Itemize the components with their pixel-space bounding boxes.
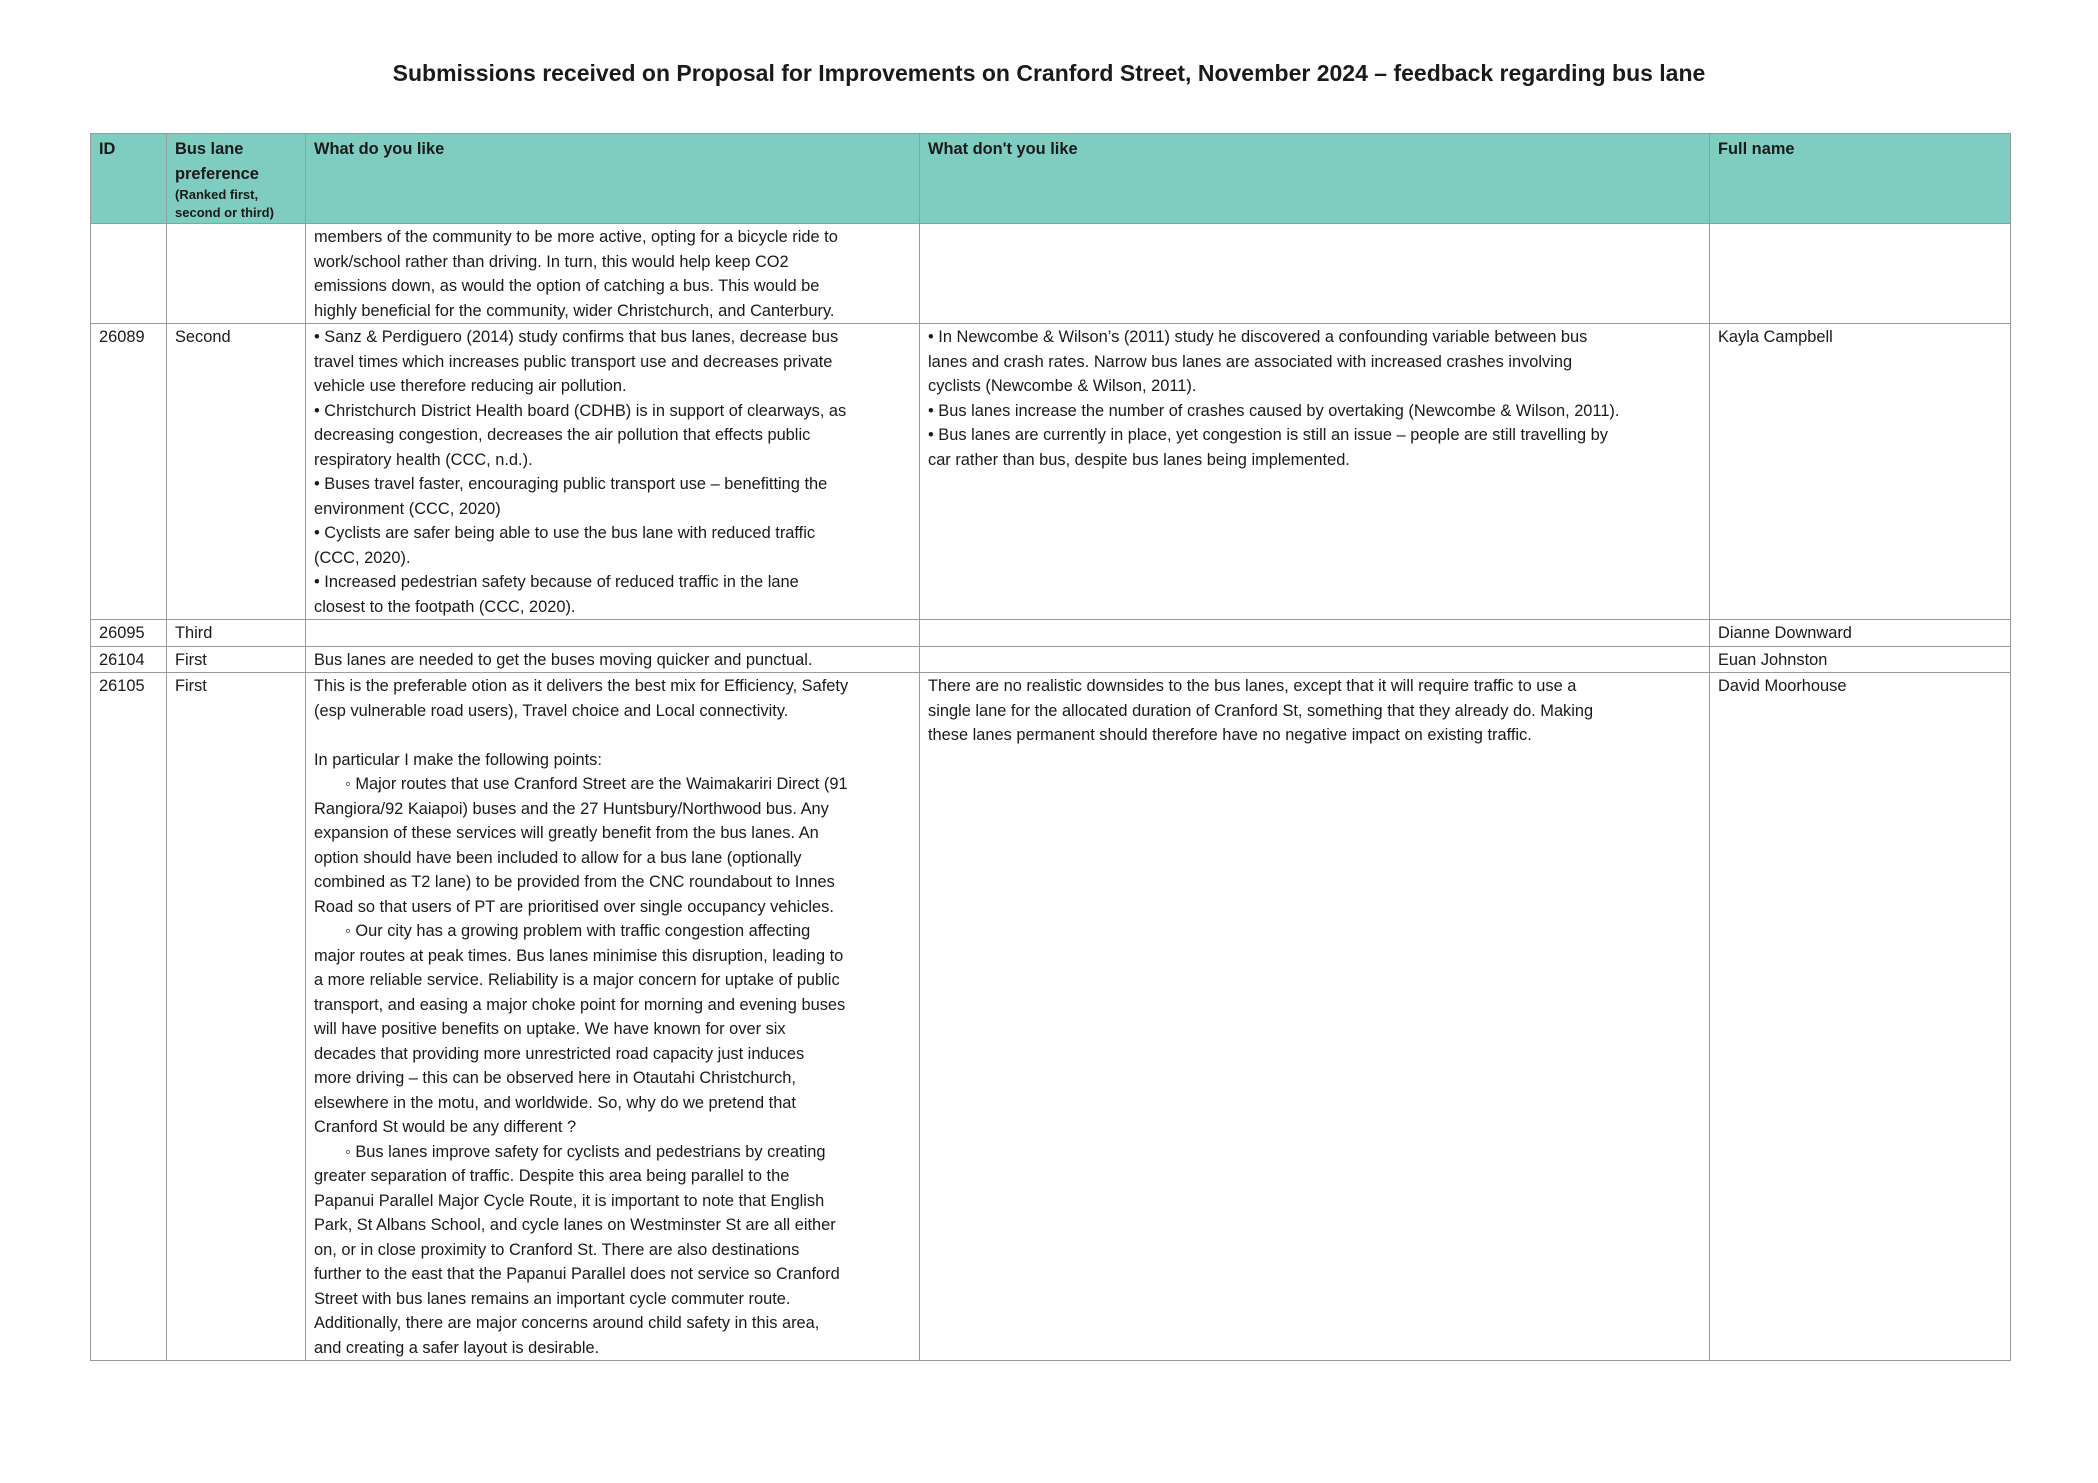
- text-line: Bus lanes are needed to get the buses moving quicker and punctual.: [314, 650, 813, 669]
- cell-dislike: [920, 646, 1710, 673]
- text-line: • Cyclists are safer being able to use the bus lane with reduced traffic: [314, 524, 816, 542]
- cell-full-name: Dianne Downward: [1710, 620, 2011, 647]
- cell-dislike: [920, 224, 1710, 324]
- text-line: Papanui Parallel Major Cycle Route, it is important to note that English: [314, 1191, 825, 1210]
- cell-id: 26089: [91, 324, 167, 620]
- page-title: Submissions received on Proposal for Improvements on Cranford Street, November 2024 – feedback regarding bus lane: [392, 60, 1706, 86]
- table-row: [91, 324, 2011, 620]
- cell-like: [306, 620, 920, 647]
- text-line: Rangiora/92 Kaiapoi) buses and the 27 Huntsbury/Northwood bus. Any: [314, 799, 829, 818]
- text-line: major routes at peak times. Bus lanes minimise this disruption, leading to: [314, 946, 844, 965]
- header-preference-note: (Ranked first, second or third): [175, 187, 274, 220]
- text-line: Cranford St would be any different ?: [314, 1118, 577, 1136]
- text-line: (CCC, 2020).: [314, 548, 411, 567]
- text-line: travel times which increases public transport use and decreases private: [314, 352, 833, 371]
- text-line: Additionally, there are major concerns around child safety in this area,: [314, 1314, 820, 1332]
- text-line: will have positive benefits on uptake. We have known for over six: [314, 1020, 786, 1038]
- text-line: This is the preferable otion as it delivers the best mix for Efficiency, Safety: [314, 677, 849, 695]
- text-line: decades that providing more unrestricted road capacity just induces: [314, 1044, 805, 1063]
- text-line: Road so that users of PT are prioritised over single occupancy vehicles.: [314, 897, 834, 916]
- text-line: vehicle use therefore reducing air pollution.: [314, 377, 627, 395]
- cell-full-name: David Moorhouse: [1710, 673, 2011, 1361]
- text-line: Street with bus lanes remains an important cycle commuter route.: [314, 1289, 791, 1308]
- text-line: these lanes permanent should therefore have no negative impact on existing traffic.: [928, 726, 1532, 744]
- text-line: There are no realistic downsides to the bus lanes, except that it will require traffic to use a: [928, 677, 1577, 695]
- cell-id: 26104: [91, 646, 167, 673]
- text-line: ◦ Bus lanes improve safety for cyclists and pedestrians by creating: [345, 1142, 826, 1161]
- table-row: [91, 620, 2011, 647]
- text-line: combined as T2 lane) to be provided from the CNC roundabout to Innes: [314, 873, 835, 891]
- table-row: [91, 646, 2011, 673]
- text-line: more driving – this can be observed here in Otautahi Christchurch,: [314, 1069, 796, 1087]
- text-line: (esp vulnerable road users), Travel choice and Local connectivity.: [314, 701, 789, 720]
- cell-full-name: Kayla Campbell: [1710, 324, 2011, 620]
- text-line: lanes and crash rates. Narrow bus lanes are associated with increased crashes involving: [928, 352, 1573, 371]
- text-line: [314, 723, 911, 748]
- text-line: greater separation of traffic. Despite this area being parallel to the: [314, 1167, 790, 1185]
- text-line: respiratory health (CCC, n.d.).: [314, 450, 533, 469]
- cell-dislike: [920, 673, 1710, 1361]
- text-line: environment (CCC, 2020): [314, 499, 501, 518]
- table-body: [91, 224, 2011, 1361]
- table-row: [91, 224, 2011, 324]
- text-line: expansion of these services will greatly benefit from the bus lanes. An: [314, 824, 819, 842]
- text-line: • Sanz & Perdiguero (2014) study confirms that bus lanes, decrease bus: [314, 328, 839, 346]
- text-line: • Bus lanes are currently in place, yet congestion is still an issue – people are still travelling by: [928, 426, 1608, 444]
- text-line: on, or in close proximity to Cranford St. There are also destinations: [314, 1240, 800, 1259]
- text-line: • In Newcombe & Wilson’s (2011) study he discovered a confounding variable between bus: [928, 328, 1588, 346]
- cell-id: 26095: [91, 620, 167, 647]
- cell-full-name: Euan Johnston: [1710, 646, 2011, 673]
- cell-like: [306, 646, 920, 673]
- header-dislike: What don't you like: [920, 134, 1710, 224]
- text-line: • Christchurch District Health board (CDHB) is in support of clearways, as: [314, 401, 847, 420]
- text-line: decreasing congestion, decreases the air pollution that effects public: [314, 426, 811, 444]
- header-name: Full name: [1710, 134, 2011, 224]
- table-header-row: [91, 134, 2011, 224]
- cell-preference: Third: [167, 620, 306, 647]
- text-line: emissions down, as would the option of catching a bus. This would be: [314, 277, 820, 295]
- header-like: What do you like: [306, 134, 920, 224]
- text-line: further to the east that the Papanui Parallel does not service so Cranford: [314, 1265, 840, 1283]
- cell-preference: First: [167, 673, 306, 1361]
- text-line: members of the community to be more active, opting for a bicycle ride to: [314, 228, 838, 246]
- text-line: and creating a safer layout is desirable.: [314, 1338, 600, 1357]
- text-line: ◦ Major routes that use Cranford Street are the Waimakariri Direct (91: [345, 775, 848, 793]
- table-row: [91, 673, 2011, 1361]
- text-line: elsewhere in the motu, and worldwide. So, why do we pretend that: [314, 1093, 796, 1112]
- header-preference: [167, 134, 306, 224]
- text-line: Park, St Albans School, and cycle lanes on Westminster St are all either: [314, 1216, 836, 1234]
- text-line: transport, and easing a major choke point for morning and evening buses: [314, 995, 846, 1014]
- text-line: single lane for the allocated duration of Cranford St, something that they already do. Making: [928, 701, 1594, 720]
- cell-dislike: [920, 620, 1710, 647]
- text-line: • Increased pedestrian safety because of reduced traffic in the lane: [314, 573, 799, 591]
- header-id: ID: [91, 134, 167, 224]
- text-line: car rather than bus, despite bus lanes being implemented.: [928, 450, 1350, 469]
- cell-preference: Second: [167, 324, 306, 620]
- cell-like: [306, 224, 920, 324]
- text-line: • Bus lanes increase the number of crashes caused by overtaking (Newcombe & Wilson, 2011).: [928, 401, 1620, 420]
- cell-full-name: [1710, 224, 2011, 324]
- text-line: work/school rather than driving. In turn, this would help keep CO2: [314, 252, 789, 271]
- submissions-table: [90, 133, 2011, 1361]
- text-line: In particular I make the following points:: [314, 750, 602, 769]
- cell-like: [306, 324, 920, 620]
- text-line: option should have been included to allow for a bus lane (optionally: [314, 848, 802, 867]
- text-line: closest to the footpath (CCC, 2020).: [314, 597, 576, 616]
- text-line: • Buses travel faster, encouraging public transport use – benefitting the: [314, 475, 828, 493]
- cell-id: [91, 224, 167, 324]
- cell-id: 26105: [91, 673, 167, 1361]
- text-line: cyclists (Newcombe & Wilson, 2011).: [928, 377, 1197, 395]
- text-line: a more reliable service. Reliability is a major concern for uptake of public: [314, 971, 840, 989]
- text-line: ◦ Our city has a growing problem with traffic congestion affecting: [345, 922, 811, 940]
- text-line: highly beneficial for the community, wider Christchurch, and Canterbury.: [314, 301, 835, 320]
- cell-preference: [167, 224, 306, 324]
- cell-preference: First: [167, 646, 306, 673]
- cell-dislike: [920, 324, 1710, 620]
- header-preference-label: Bus lane preference: [175, 140, 259, 183]
- cell-like: [306, 673, 920, 1361]
